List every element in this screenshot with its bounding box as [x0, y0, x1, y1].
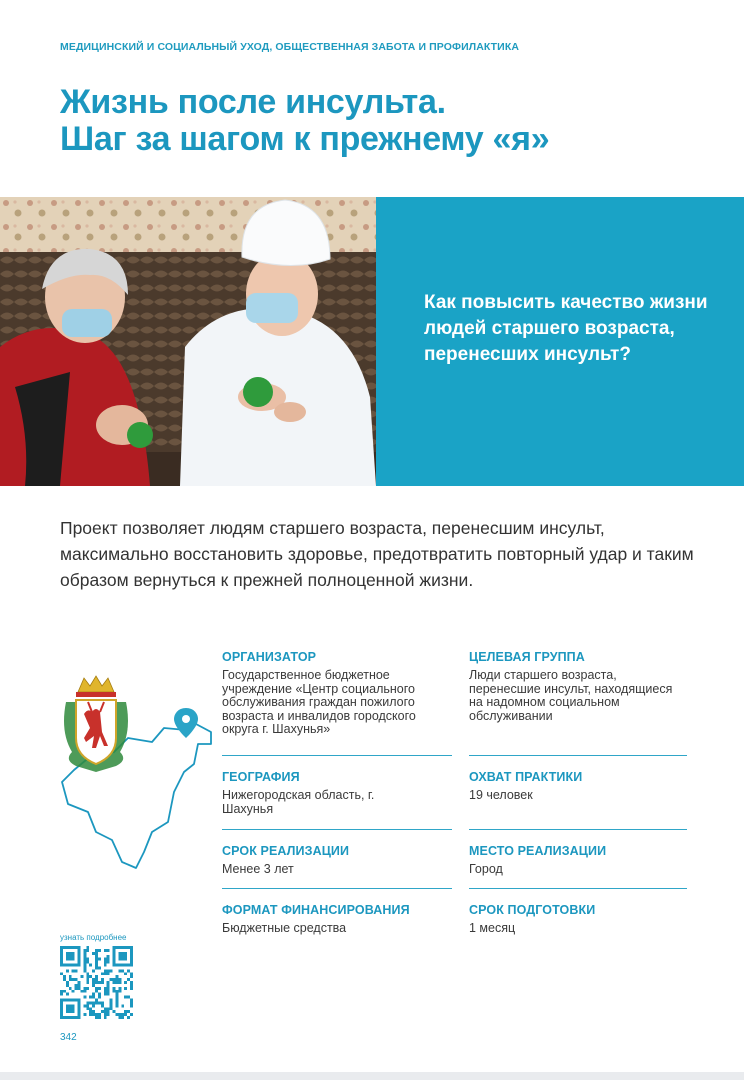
reach-block	[469, 770, 689, 803]
target-group-block	[469, 650, 689, 723]
finance-value: Бюджетные средства	[222, 921, 347, 935]
preparation-block	[469, 903, 689, 936]
hero-photo-illustration	[0, 197, 376, 486]
coat-of-arms-icon	[64, 676, 128, 772]
target-group-value: Люди старшего возраста, перенесшие инсульт, находящиеся на надомном социальном обслуживании	[469, 668, 673, 723]
place-block	[469, 844, 689, 877]
title-line-1: Жизнь после инсульта.	[60, 83, 446, 121]
finance-block	[222, 903, 454, 936]
page-title	[60, 84, 549, 158]
location-pin-icon	[174, 708, 198, 738]
divider	[469, 755, 687, 756]
organizer-value: Государственное бюджетное учреждение «Центр социального обслуживания граждан пожилого возраста и инвалидов городского округа г. Шахунья»	[222, 668, 416, 736]
qr-code[interactable]	[60, 946, 133, 1019]
question-panel	[376, 197, 744, 486]
divider	[469, 888, 687, 889]
divider	[469, 829, 687, 830]
bottom-band	[0, 1072, 744, 1080]
target-group-label: ЦЕЛЕВАЯ ГРУППА	[469, 650, 585, 664]
region-map	[56, 672, 226, 882]
divider	[222, 755, 452, 756]
lead-paragraph: Проект позволяет людям старшего возраста, перенесшим инсульт, максимально восстановить здоровье, предотвратить повторный удар и таким образом вернуться к прежней полноценной жизни.	[60, 518, 694, 590]
qr-label: узнать подробнее	[60, 933, 127, 942]
preparation-value: 1 месяц	[469, 921, 516, 935]
term-block	[222, 844, 454, 877]
divider	[222, 888, 452, 889]
key-question: Как повысить качество жизни людей старшего возраста, перенесших инсульт?	[424, 292, 708, 365]
term-label: СРОК РЕАЛИЗАЦИИ	[222, 844, 350, 858]
section-label: МЕДИЦИНСКИЙ И СОЦИАЛЬНЫЙ УХОД, ОБЩЕСТВЕННАЯ ЗАБОТА И ПРОФИЛАКТИКА	[60, 41, 520, 53]
page-number: 342	[60, 1032, 77, 1043]
geography-label: ГЕОГРАФИЯ	[222, 770, 300, 784]
title-line-2: Шаг за шагом к прежнему «я»	[60, 120, 550, 158]
place-value: Город	[469, 862, 503, 876]
place-label: МЕСТО РЕАЛИЗАЦИИ	[469, 844, 607, 858]
organizer-label: ОРГАНИЗАТОР	[222, 650, 317, 664]
geography-block	[222, 770, 454, 816]
divider	[222, 829, 452, 830]
organizer-block	[222, 650, 454, 737]
preparation-label: СРОК ПОДГОТОВКИ	[469, 903, 596, 917]
reach-label: ОХВАТ ПРАКТИКИ	[469, 770, 583, 784]
geography-text: Нижегородская область, г. Шахунья	[222, 788, 375, 816]
geography-value	[222, 789, 454, 816]
hero-photo	[0, 197, 376, 486]
term-value: Менее 3 лет	[222, 862, 294, 876]
finance-label: ФОРМАТ ФИНАНСИРОВАНИЯ	[222, 903, 410, 917]
reach-value: 19 человек	[469, 788, 533, 802]
